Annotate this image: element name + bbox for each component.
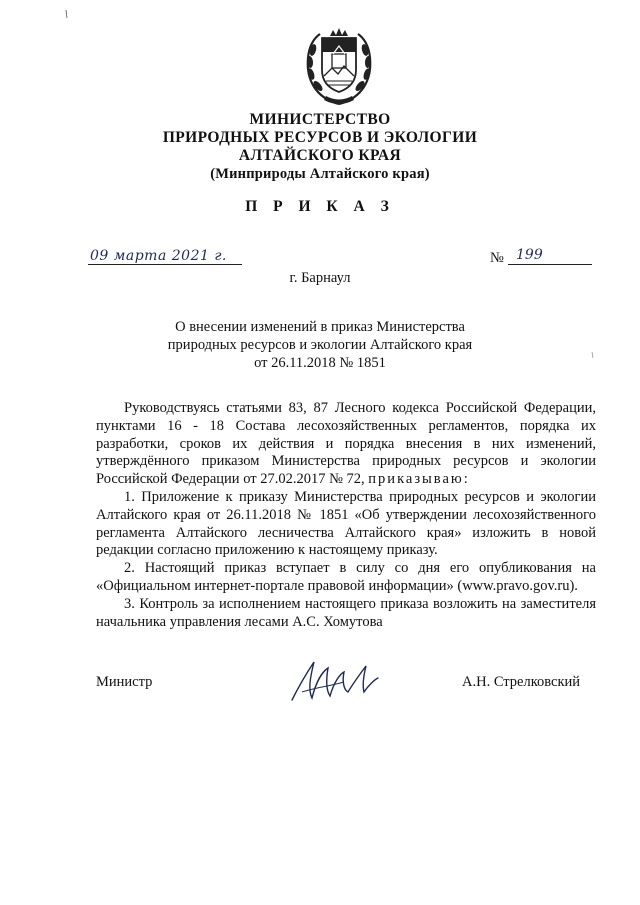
signatory-name: А.Н. Стрелковский bbox=[462, 674, 581, 690]
order-item-2: 2. Настоящий приказ вступает в силу со дня его опубликования на «Официальном интернет-портале правовой информации» (www.pravo.gov.ru). bbox=[96, 560, 596, 594]
order-item-1: 1. Приложение к приказу Министерства природных ресурсов и экологии Алтайского края от 26.11.2018 № 1851 «Об утверждении лесохозяйственного регламента Алтайского лесничества Алтайского края» изложить в новой редакции согласно приложению к настоящему приказу. bbox=[96, 488, 596, 559]
subject-line-2: природных ресурсов и экологии Алтайского края bbox=[167, 337, 473, 353]
signatory-title: Министр bbox=[96, 674, 153, 690]
handwritten-date: 09 марта 2021 г. bbox=[90, 248, 227, 264]
city-of-issue: г. Барнаул bbox=[289, 270, 351, 286]
preamble-paragraph bbox=[96, 400, 596, 489]
ministry-name-line-3: АЛТАЙСКОГО КРАЯ bbox=[238, 147, 402, 164]
handwritten-signature bbox=[284, 652, 384, 708]
ministry-name-line-2: ПРИРОДНЫХ РЕСУРСОВ И ЭКОЛОГИИ bbox=[162, 129, 478, 146]
ministry-short-name: (Минприроды Алтайского края) bbox=[210, 166, 430, 182]
subject-line-1: О внесении изменений в приказ Министерства bbox=[175, 319, 465, 335]
number-underline bbox=[508, 264, 592, 265]
handwritten-number: 199 bbox=[516, 247, 543, 263]
subject-line-3: от 26.11.2018 № 1851 bbox=[254, 355, 386, 371]
ministry-name-line-1: МИНИСТЕРСТВО bbox=[249, 111, 391, 128]
order-body bbox=[96, 400, 596, 631]
preamble-text: Руководствуясь статьями 83, 87 Лесного кодекса Российской Федерации, пунктами 16 - 18 Состава лесохозяйственных регламентов, порядка их разработки, сроков их действия и порядка внесения в них изменений, утверждённого приказом Министерства природных ресурсов и экологии Российской Федерации от 27.02.2017 № 72, bbox=[96, 400, 596, 488]
coat-of-arms-emblem bbox=[302, 26, 376, 108]
order-verb: приказываю: bbox=[368, 471, 470, 488]
document-type-title: П Р И К А З bbox=[245, 198, 395, 215]
number-label: № bbox=[490, 250, 504, 266]
date-underline bbox=[88, 264, 242, 265]
order-item-3: 3. Контроль за исполнением настоящего приказа возложить на заместителя начальника управления лесами А.С. Хомутова bbox=[96, 595, 596, 630]
